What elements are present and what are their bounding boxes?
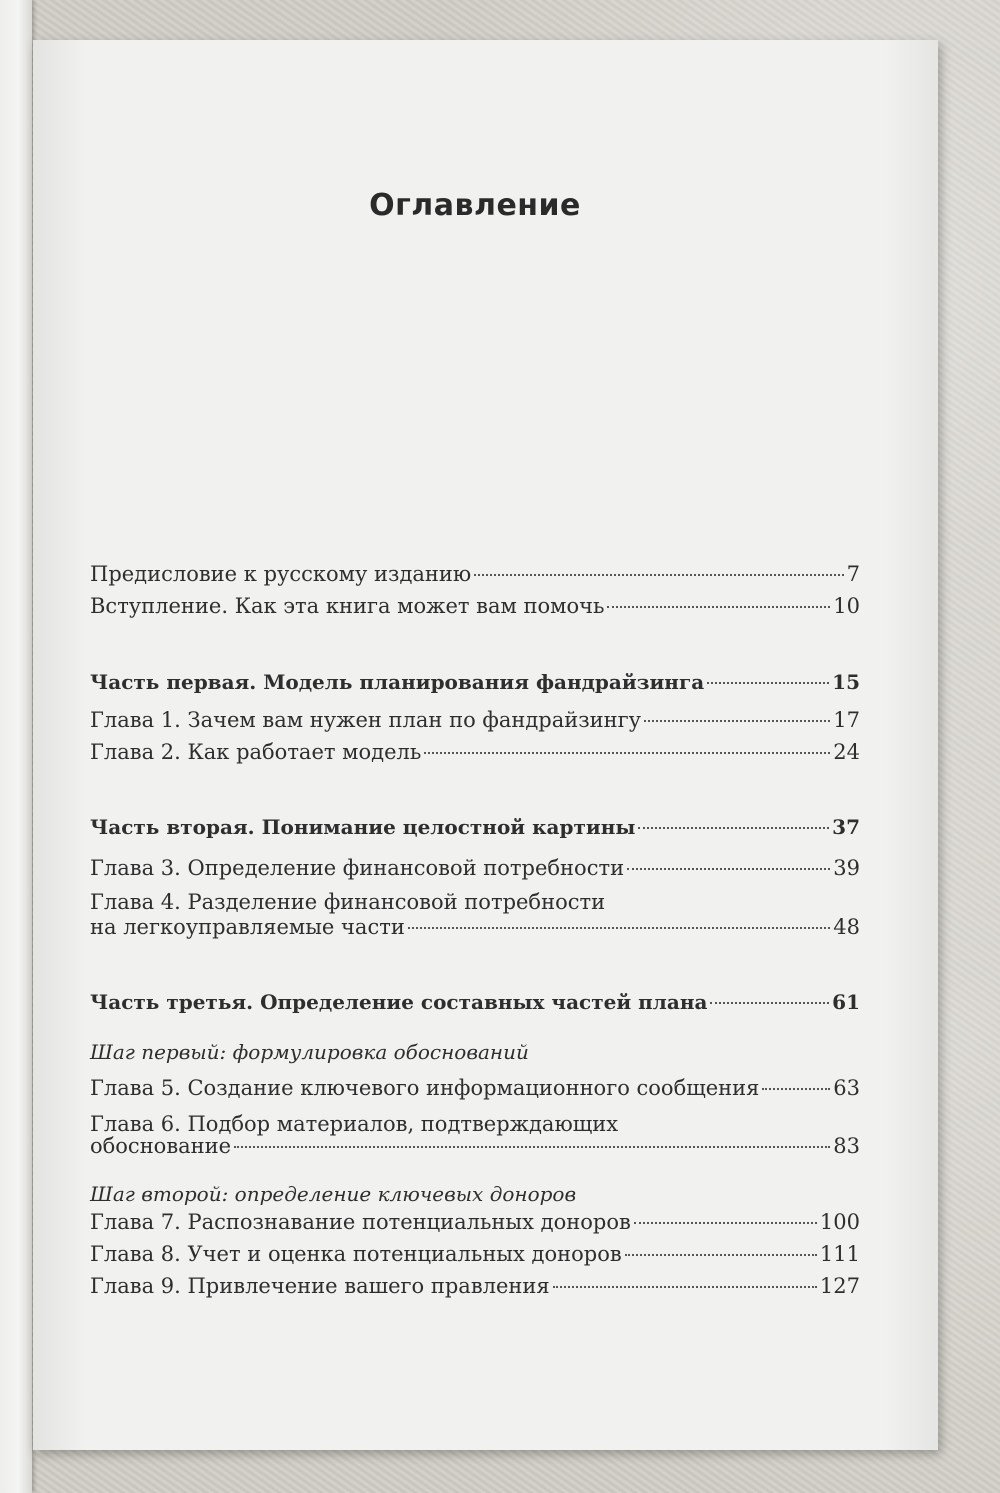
toc-entry-part-three[interactable]: Часть третья. Определение составных частей плана 61 bbox=[90, 990, 860, 1014]
toc-entry-part-two[interactable]: Часть вторая. Понимание целостной картины 37 bbox=[90, 815, 860, 839]
toc-entry-chapter-5[interactable]: Глава 5. Создание ключевого информационного сообщения 63 bbox=[90, 1076, 860, 1100]
leader-dots bbox=[625, 1254, 817, 1256]
toc-entry-chapter-4[interactable]: на легкоуправляемые части 48 bbox=[90, 915, 860, 939]
toc-entry-chapter-6-line1[interactable]: Глава 6. Подбор материалов, подтверждающих bbox=[90, 1112, 619, 1136]
leader-dots bbox=[710, 1002, 829, 1004]
toc-entry-chapter-7[interactable]: Глава 7. Распознавание потенциальных доноров 100 bbox=[90, 1210, 860, 1234]
toc-entry-chapter-9[interactable]: Глава 9. Привлечение вашего правления 127 bbox=[90, 1274, 860, 1298]
step-heading-two: Шаг второй: определение ключевых доноров bbox=[90, 1182, 577, 1206]
facing-page-edge bbox=[0, 0, 32, 1493]
toc-entry-chapter-4-line1[interactable]: Глава 4. Разделение финансовой потребности bbox=[90, 890, 606, 914]
leader-dots bbox=[234, 1146, 830, 1148]
leader-dots bbox=[707, 682, 829, 684]
leader-dots bbox=[474, 574, 843, 576]
toc-entry-preface[interactable]: Предисловие к русскому изданию 7 bbox=[90, 562, 860, 586]
toc-entry-chapter-3[interactable]: Глава 3. Определение финансовой потребности 39 bbox=[90, 856, 860, 880]
toc-entry-part-one[interactable]: Часть первая. Модель планирования фандрайзинга 15 bbox=[90, 670, 860, 694]
toc-entry-chapter-6[interactable]: обоснование 83 bbox=[90, 1134, 860, 1158]
toc-entry-chapter-1[interactable]: Глава 1. Зачем вам нужен план по фандрайзингу 17 bbox=[90, 708, 860, 732]
toc-entry-introduction[interactable]: Вступление. Как эта книга может вам помочь 10 bbox=[90, 594, 860, 618]
leader-dots bbox=[644, 720, 830, 722]
leader-dots bbox=[638, 827, 829, 829]
leader-dots bbox=[762, 1088, 830, 1090]
leader-dots bbox=[424, 752, 830, 754]
leader-dots bbox=[634, 1222, 817, 1224]
leader-dots bbox=[627, 868, 830, 870]
leader-dots bbox=[607, 606, 830, 608]
page-title: Оглавление bbox=[369, 188, 581, 223]
step-heading-one: Шаг первый: формулировка обоснований bbox=[90, 1040, 529, 1064]
leader-dots bbox=[408, 927, 830, 929]
leader-dots bbox=[553, 1286, 817, 1288]
toc-entry-chapter-8[interactable]: Глава 8. Учет и оценка потенциальных доноров 111 bbox=[90, 1242, 860, 1266]
toc-entry-chapter-2[interactable]: Глава 2. Как работает модель 24 bbox=[90, 740, 860, 764]
